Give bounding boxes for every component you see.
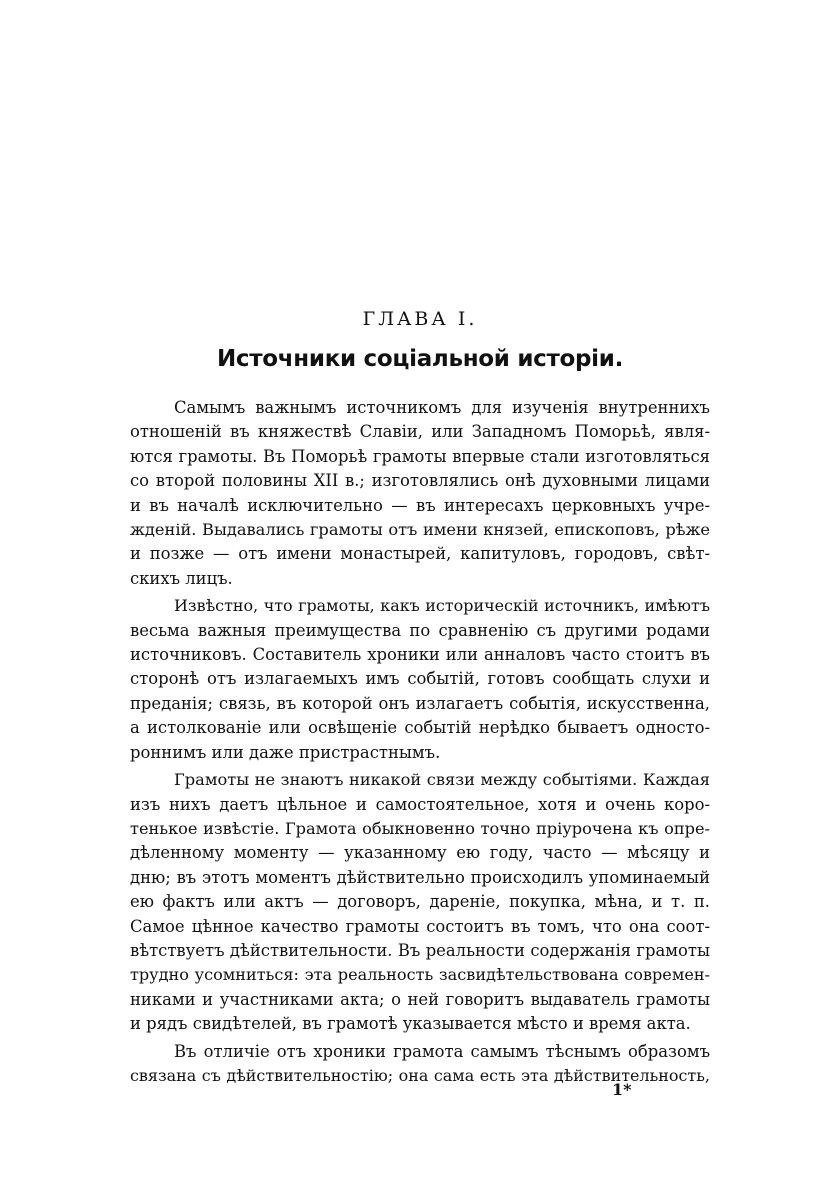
text-line: и позже — отъ имени монастырей, капитуловъ, городовъ, свѣт-: [130, 544, 710, 564]
text-line: а истолкованіе или освѣщеніе событій нерѣдко бываетъ односто-: [130, 718, 710, 738]
text-line: Извѣстно, что грамоты, какъ историческій источникъ, имѣютъ: [174, 596, 710, 616]
text-line: вѣтствуетъ дѣйствительности. Въ реальности содержанія грамоты: [130, 940, 710, 960]
text-line: Самое цѣнное качество грамоты состоитъ въ томъ, что она соот-: [130, 916, 710, 936]
text-line: преданія; связь, въ которой онъ излагаетъ событія, искусственна,: [130, 693, 710, 713]
text-line: весьма важныя преимущества по сравненію съ другими родами: [130, 620, 710, 640]
paragraph-3: [130, 768, 710, 1036]
text-line: трудно усомниться: эта реальность засвидѣтельствована современ-: [130, 965, 710, 985]
text-line: ются грамоты. Въ Поморьѣ грамоты впервые стали изготовляться: [130, 446, 710, 466]
page-body: [130, 308, 710, 1091]
text-line: Въ отличіе отъ хроники грамота самымъ тѣснымъ образомъ: [174, 1041, 710, 1061]
text-line: жденій. Выдавались грамоты отъ имени князей, епископовъ, рѣже: [130, 520, 710, 540]
text-line: и въ началѣ исключительно — въ интересахъ церковныхъ учре-: [130, 495, 710, 515]
text-line: Грамоты не знаютъ никакой связи между событіями. Каждая: [174, 770, 710, 790]
text-line: дню; въ этотъ моментъ дѣйствительно происходилъ упоминаемый: [130, 867, 710, 887]
text-line: никами и участниками акта; о ней говоритъ выдаватель грамоты: [130, 989, 710, 1009]
text-line: дѣленному моменту — указанному ею году, часто — мѣсяцу и: [130, 843, 710, 863]
chapter-title: Источники соціальной исторіи.: [216, 346, 624, 372]
text-line: сторонѣ отъ излагаемыхъ имъ событій, готовъ сообщать слухи и: [130, 669, 710, 689]
text-line: Самымъ важнымъ источникомъ для изученія внутреннихъ: [174, 398, 710, 417]
text-line: и рядъ свидѣтелей, въ грамотѣ указывается мѣсто и время акта.: [130, 1014, 691, 1034]
paragraph-2: [130, 594, 710, 765]
text-line: источниковъ. Составитель хроники или анналовъ часто стоитъ въ: [130, 645, 710, 665]
text-line: связана съ дѣйствительностію; она сама есть эта дѣйствительность,: [130, 1065, 710, 1085]
text-line: отношеній въ княжествѣ Славіи, или Западномъ Поморьѣ, явля-: [130, 422, 710, 442]
text-line: со второй половины XII в.; изготовлялись онѣ духовными лицами: [130, 471, 710, 491]
text-line: изъ нихъ даетъ цѣльное и самостоятельное, хотя и очень коро-: [130, 794, 710, 814]
text-line: ею фактъ или актъ — договоръ, дареніе, покупка, мѣна, и т. п.: [130, 892, 710, 912]
text-line: тенькое извѣстіе. Грамота обыкновенно точно пріурочена къ опре-: [130, 818, 710, 838]
page-signature: 1*: [612, 1080, 632, 1099]
text-line: скихъ лицъ.: [130, 568, 233, 588]
chapter-heading: ГЛАВА I.: [362, 308, 478, 330]
paragraph-1: [130, 396, 710, 591]
text-line: роннимъ или даже пристрастнымъ.: [130, 742, 441, 762]
